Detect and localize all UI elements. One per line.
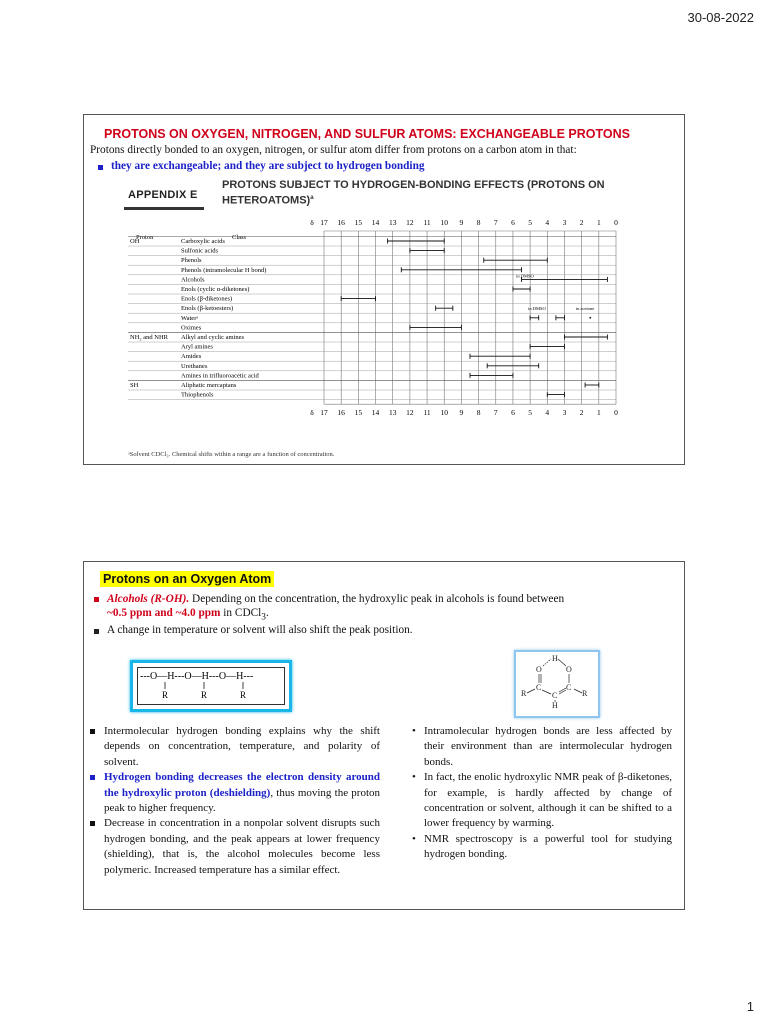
tick-label-bottom: 3	[562, 408, 567, 418]
note-item	[90, 816, 380, 878]
row-class-label: Enols (cyclic α-diketones)	[181, 286, 250, 293]
tick-label-top: 10	[440, 218, 448, 227]
note-item	[410, 724, 672, 770]
tick-label-top: 9	[459, 218, 464, 227]
row-class-label: Sulfonic acids	[181, 247, 219, 255]
r-group: R	[240, 690, 247, 700]
alcohols-end: .	[265, 607, 269, 619]
tick-label-bottom: 4	[545, 408, 550, 418]
group-label: NH₂ and NHR	[130, 334, 169, 341]
intermolecular-notes	[90, 724, 380, 878]
note-text: NMR spectroscopy is a powerful tool for studying hydrogen bonding.	[424, 832, 672, 861]
row-class-label: Phenols	[181, 257, 202, 265]
note-text: In fact, the enolic hydroxylic NMR peak of β-diketones, for example, is hardly affected by change of concentration or solvent, although it can be shifted to a lower frequency by warming.	[424, 771, 672, 830]
page-number: 1	[746, 999, 754, 1014]
atom-o-right: O	[566, 665, 572, 674]
tick-label-bottom: 12	[406, 408, 414, 418]
note-item	[90, 770, 380, 816]
alcohols-range: ~0.5 ppm and ~4.0 ppm	[107, 607, 221, 619]
alcohols-solvent: CDCl	[234, 607, 262, 619]
note-text: , thus moving the proton peak to higher frequency.	[104, 786, 381, 815]
date-header: 30-08-2022	[687, 10, 754, 25]
row-class-label: Enols (β-ketoesters)	[181, 305, 234, 313]
r-group: R	[162, 690, 169, 700]
appendix-title-sup: a	[310, 195, 314, 201]
r-group-right: R	[582, 689, 588, 698]
square-bullet-icon	[98, 165, 103, 170]
note-item	[410, 770, 672, 832]
note-text: Intramolecular hydrogen bonds are less affected by their environment than are intermolecular hydrogen bonds.	[424, 725, 672, 768]
slide2-title: Protons on an Oxygen Atom	[100, 571, 274, 587]
axis-delta-top: δ	[310, 218, 314, 227]
annotation-dmso: in DMSO	[516, 273, 534, 279]
row-class-label: Amides	[181, 353, 202, 361]
row-class-label: Aliphatic mercaptans	[181, 382, 237, 389]
r-group-left: R	[521, 689, 527, 698]
slide1-title: PROTONS ON OXYGEN, NITROGEN, AND SULFUR ATOMS: EXCHANGEABLE PROTONS	[104, 127, 630, 141]
tick-label-bottom: 1	[596, 408, 601, 418]
axis-delta-bottom: δ	[310, 408, 314, 418]
col-header-proton: Proton	[136, 234, 154, 241]
intramolecular-hbond-structure	[514, 650, 600, 718]
square-bullet-icon	[94, 597, 99, 602]
chart-footnote: ᵃSolvent CDCl₃. Chemical shifts within a range are a function of concentration.	[128, 451, 335, 458]
annotation-dmso: in DMSO	[528, 306, 546, 312]
note-bold: Hydrogen bonding decreases the electron density around the hydroxylic proton (deshielding)	[104, 771, 380, 799]
row-class-label: Carboxylic acids	[181, 238, 225, 245]
tick-label-bottom: 15	[354, 408, 363, 418]
tick-label-top: 16	[337, 218, 345, 227]
tick-label-top: 1	[596, 218, 601, 227]
tick-label-bottom: 6	[511, 408, 515, 418]
tick-label-bottom: 16	[337, 408, 345, 418]
appendix-header	[124, 177, 664, 217]
slide2-bullet-alcohols-text	[107, 592, 564, 624]
alcohols-desc: Depending on the concentration, the hydroxylic peak in alcohols is found between	[189, 593, 565, 605]
tick-label-top: 13	[388, 218, 397, 227]
alcohols-in: in	[220, 607, 235, 619]
tick-label-bottom: 10	[440, 408, 448, 418]
slide2-bullet-temperature	[94, 624, 413, 636]
row-class-label: Amines in trifluoroacetic acid	[181, 372, 259, 380]
tick-label-bottom: 9	[459, 408, 464, 418]
tick-label-bottom: 11	[423, 408, 431, 418]
appendix-title-text: PROTONS SUBJECT TO HYDROGEN-BONDING EFFECTS (PROTONS ON HETEROATOMS)	[222, 179, 605, 207]
tick-label-bottom: 0	[614, 408, 618, 418]
appendix-rule	[124, 207, 204, 210]
alcohols-solvent-sub: 3	[261, 612, 266, 623]
tick-label-top: 5	[528, 218, 532, 227]
intermolecular-structure-drawing	[138, 668, 278, 700]
row-class-label: Phenols (intramolecular H bond)	[181, 266, 267, 274]
tick-label-bottom: 2	[579, 408, 584, 418]
row-class-label: Alcohols	[181, 276, 205, 284]
tick-label-top: 17	[320, 218, 328, 227]
tick-label-bottom: 7	[493, 408, 498, 418]
slide-protons-on-oxygen	[83, 561, 685, 910]
row-class-label: Waterᵃ	[181, 314, 199, 322]
slide-exchangeable-protons	[83, 114, 685, 465]
tick-label-top: 12	[406, 218, 414, 227]
chemical-shift-chart	[124, 217, 664, 451]
atom-c-center: C	[552, 691, 558, 700]
row-class-label: Thiophenols	[181, 391, 214, 399]
group-label: OH	[130, 238, 140, 245]
note-item	[410, 832, 672, 863]
tick-label-top: 14	[371, 218, 380, 227]
note-text: Intermolecular hydrogen bonding explains why the shift depends on concentration, temperature, and polarity of solvent.	[104, 725, 380, 768]
tick-label-top: 3	[562, 218, 567, 227]
tick-label-top: 6	[511, 218, 515, 227]
alcohols-label: Alcohols (R-OH).	[107, 593, 190, 605]
annotation-acetone: in acetone	[575, 306, 595, 312]
hbond-chain: ---O—H---O—H---O—H---	[140, 671, 254, 682]
slide1-bullet	[98, 160, 425, 172]
tick-label-top: 8	[476, 218, 481, 227]
slide2-bullet-temperature-text: A change in temperature or solvent will also shift the peak position.	[107, 624, 413, 636]
tick-label-top: 7	[493, 218, 498, 227]
atom-o-left: O	[536, 665, 542, 674]
tick-label-bottom: 8	[476, 408, 481, 418]
tick-label-bottom: 17	[320, 408, 328, 418]
tick-label-top: 2	[579, 218, 584, 227]
tick-label-top: 11	[423, 218, 431, 227]
group-label: SH	[130, 382, 139, 389]
r-group: R	[201, 690, 208, 700]
tick-label-bottom: 14	[371, 408, 380, 418]
row-class-label: Aryl amines	[181, 343, 213, 351]
tick-label-top: 4	[545, 218, 550, 227]
tick-label-bottom: 5	[528, 408, 532, 418]
row-class-label: Alkyl and cyclic amines	[181, 334, 244, 341]
col-header-class: Class	[232, 234, 247, 241]
square-bullet-icon	[94, 629, 99, 634]
row-class-label: Urethanes	[181, 362, 208, 370]
row-class-label: Enols (β-diketones)	[181, 295, 233, 303]
slide1-bullet-text: they are exchangeable; and they are subject to hydrogen bonding	[111, 160, 425, 172]
slide2-bullet-alcohols	[94, 592, 674, 624]
tick-label-top: 0	[614, 218, 618, 227]
atom-c-right: C	[566, 683, 572, 692]
note-text: Decrease in concentration in a nonpolar solvent disrupts such hydrogen bonding, and the peak appears at lower frequency (shielding), that is, the alcohol molecules become less polymeric. Increased temperature has a similar effect.	[104, 817, 380, 876]
intermolecular-hbond-structure	[130, 660, 292, 712]
water-point	[589, 317, 591, 319]
tick-label-top: 15	[354, 218, 363, 227]
slide1-subtitle: Protons directly bonded to an oxygen, nitrogen, or sulfur atom differ from protons on a carbon atom in that:	[90, 144, 577, 156]
tick-label-bottom: 13	[388, 408, 397, 418]
enol-ring-drawing	[516, 652, 594, 712]
intramolecular-notes	[410, 724, 672, 863]
atom-h-bottom: H	[552, 701, 558, 710]
row-class-label: Oximes	[181, 324, 202, 332]
appendix-label: APPENDIX E	[128, 189, 198, 201]
appendix-title	[222, 179, 622, 208]
atom-c-left: C	[536, 683, 542, 692]
atom-h-top: H	[552, 654, 558, 663]
note-item	[90, 724, 380, 770]
